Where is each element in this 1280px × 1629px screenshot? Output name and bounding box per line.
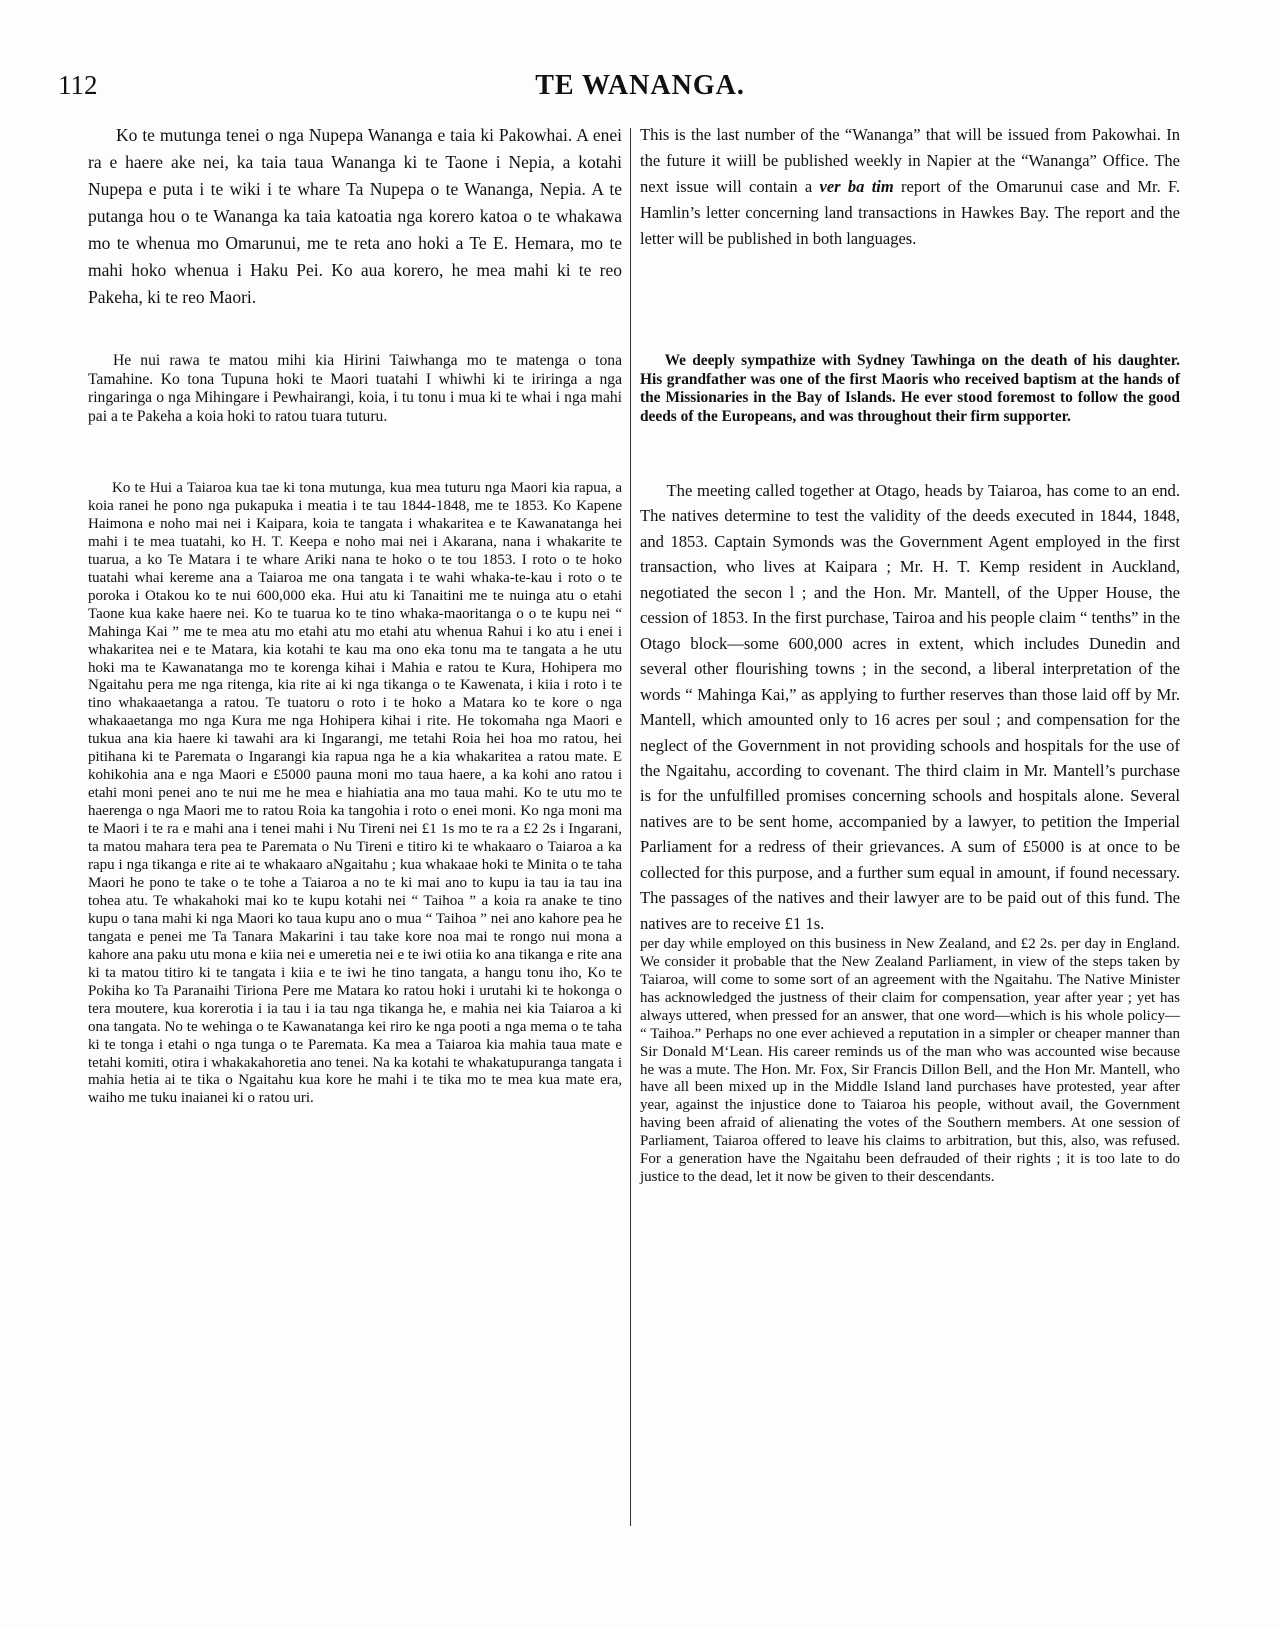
english-sympathy [640,352,1180,426]
column-divider [630,128,631,1526]
english-notice-italic: ver ba tim [819,177,894,196]
maori-sympathy-text: He nui rawa te matou mihi kia Hirini Taiwhanga mo te matenga o tona Tamahine. Ko tona Tupuna hoki te Maori tuatahi I whiwhi ki te iriringa a nga ringaringa o nga Mihingare i Pewhairangi, koia, i tu tonu i mua ki te whai i nga mahi pai a te Pakeha a koia hoki to ratou tuara tuturu. [88,352,622,425]
english-notice-paragraph [640,122,1180,252]
english-meeting-article [640,478,1180,1187]
maori-hui-article [88,480,622,1108]
maori-notice [88,122,622,311]
english-notice [640,122,1180,252]
english-notice-text-a: This is the last number of the “Wananga” that will be issued from Pakowhai. In the future it wiill be published weekly in Napier at the “Wananga” Office. The next issue will contain a [640,125,1180,196]
maori-notice-text: Ko te mutunga tenei o nga Nupepa Wananga e taia ki Pakowhai. A enei ra e haere ake nei, ka taia taua Wananga ki te Taone i Nepia, a kotahi Nupepa e puta i te wiki i te whare Ta Nupepa o te Wananga, Nepia. A te putanga hou o te Wananga ka taia katoatia nga korero katoa o te whakawa mo te whenua mo Omarunui, me te reta ano hoki a Te E. Hemara, mo te mahi hoko whenua i Haku Pei. Ko aua korero, he mea mahi ki te reo Pakeha, ki te reo Maori. [88,125,622,307]
english-sympathy-paragraph [640,352,1180,426]
english-meeting-small: per day while employed on this business in New Zealand, and £2 2s. per day in England. We consider it probable that the New Zealand Parliament, in view of the steps taken by Taiaroa, will come to some sort of an agreement with the Ngaitahu. The Native Minister has acknowledged the justness of their claim for compensation, year after year ; yet has always uttered, when pressed for an answer, that one word—which is his whole policy— “ Taihoa.” Perhaps no one ever achieved a reputation in a simpler or cheaper manner than Sir Donald M‘Lean. His career reminds us of the man who was accounted wise because he was a mute. The Hon. Mr. Fox, Sir Francis Dillon Bell, and the Hon Mr. Mantell, who have all been mixed up in the Middle Island land purchases have protested, year after year, against the injustice done to Taiaroa his people, without avail, the Government having been afraid of alienating the votes of the Southern members. At one session of Parliament, Taiaroa offered to leave his claims to arbitration, but this, also, was refused. For a generation have the Ngaitahu been defrauded of their rights ; it is too late to do justice to the dead, let it now be given to their descendants. [640,936,1180,1185]
english-sympathy-tail: throughout their firm supporter. [857,407,1071,425]
page-number: 112 [58,70,98,100]
maori-sympathy [88,352,622,426]
page-title: TE WANANGA. [535,70,745,101]
english-notice-text-b: report of the Omarunui case and Mr. F. Hamlin’s letter concerning land transactions in Hawkes Bay. The report and the letter will be published in both languages. [640,177,1181,248]
english-sympathy-text: We deeply sympathize with Sydney Tawhinga on the death of his daughter. His grandfather was one of the first Maoris who received baptism at the hands of the Missionaries in the Bay of Islands. He ever stood foremost to follow the good deeds of the Europeans, and was [640,352,1180,425]
page-header [58,70,1222,110]
maori-hui-text: Ko te Hui a Taiaroa kua tae ki tona mutunga, kua mea tuturu nga Maori kia rapua, a koia ranei he pono nga pukapuka i meatia i te tau 1844-1848, me te 1853. Ko Kapene Haimona e noho mai nei i Kaipara, koia te tangata i whakaritea e te Kawanatanga hei mahi i te mea tuatahi, ko H. T. Keepa e noho mai nei i Akarana, nana i whakarite te tuarua, a ko Te Matara i te whare Ariki nana te hoko o te tou 1853. I roto o te hoko tuatahi whai kereme ana a Taiaroa me ona tangata i te wahi whaka-te-kau i roto o te poroka i Otakou ko te nui 600,000 eka. Hui atu ki Tanaitini me te nuinga atu o etahi Taone kua kake haere nei. Ko te tuarua ko te tino whaka-maoritanga o o te kupu nei “ Mahinga Kai ” me te mea atu mo etahi atu mo etahi atu whenua Rahui i ko atu i enei i whakaritea nei e te Matara, kia kotahi te kau ma ono eka tonu ma te tangata a he utu hoki ma te Kawanatanga mo te korenga kihai i Mahia e ratou te Kura, Hohipera mo Ngaitahu pera me nga ritenga, kia rite ai ki nga tikanga o te Kawenata, i kiia i roto i te tino whakaaetanga a ratou. Te tuatoru o roto i te hoko a Matara ko te kore o nga whakaaetanga mo nga Kura me nga Hohipera kihai i rite. He tokomaha nga Maori e tukua ana kia haere ki tawahi ara ki Ingarangi, me tetahi Roia hei hoa mo ratou, hei pitihana ki te Paremata o Ingarangi kia rapua nga he a kia whakaritea a ratou mate. E kohikohia ana e nga Maori e £5000 pauna moni mo taua haere, a ka kohi ano ratou i etahi moni penei ano te nui me he mea e hiahiatia ana mo taua mahi. Ko te utu mo te haerenga o nga Maori me to ratou Roia ka tangohia i roto o enei moni. Ko nga moni ma te Maori i te ra e mahi ana i tenei mahi i Nu Tireni nei £1 1s mo te ra a £2 2s i Ingarani, ta matou mahara tera pea te Paremata o Nu Tireni e titiro ki te whakaaro o Taiaroa a ka rapu i nga tikanga e rite ai te whakaaro aNgaitahu ; kua whakaae hoki te Minita o te taha Maori he pono te take o te tohe a Taiaroa a no te ki mai ano to kupu ia tau ia tau ina tohea atu. Te whakahoki mai ko te kupu kotahi nei “ Taihoa ” a koia ra anake te tino kupu o tana mahi ki nga Maori ko taua kupu ano o mua “ Taihoa ” nei ano kahore pea he tangata e penei me Ta Tanara Makarini i tau take kore noa mai te rongo nui mona a kahore ana paku utu mona e kiia nei e umeretia nei e te iwi otiia ko ana tikanga e rite ana ki ta matou titiro ki te tangata i kiia e te iwi he tino tangata, a hangu tonu iho, Ko te Pokiha ko Ta Paranaihi Tiriona Pere me Matara ko ratou hoki i urutahi ki te hokonga o tera moutere, kua korerotia i ia tau i ia tau nga tikanga he, e mahia nei kia Taiaroa a ki ona tangata. No te wehinga o te Kawanatanga kei riro ke nga pooti a nga mema o te taha ki te tonga i etahi o nga tunga o te Paremata. Ka mea a Taiaroa kia mahia taua mate e tetahi komiti, otira i whakakahoretia ano tenei. Na ka kotahi te whakatupuranga tangata i mahia hetia ai te tika o Ngaitahu kua kore he mahi i te tika mo te mea kua mate era, waiho me tuku inaianei ki o ratou uri. [88,480,622,1107]
english-meeting-large: The meeting called together at Otago, heads by Taiaroa, has come to an end. The natives determine to test the validity of the deeds executed in 1844, 1848, and 1853. Captain Symonds was the Government Agent employed in the first transaction, who lives at Kaipara ; Mr. H. T. Kemp resident in Auckland, negotiated the secon l ; and the Hon. Mr. Mantell, of the Upper House, the cession of 1853. In the first purchase, Tairoa and his people claim “ tenths” in the Otago block—some 600,000 acres in extent, which includes Dunedin and several other flourishing towns ; in the second, a liberal interpretation of the words “ Mahinga Kai,” as applying to further reserves than those laid off by Mr. Mantell, which amounted only to 16 acres per soul ; and compensation for the neglect of the Government in not providing schools and hospitals for the use of the Ngaitahu, according to covenant. The third claim in Mr. Mantell’s purchase is for the unfulfilled promises concerning schools and hospitals alone. Several natives are to be sent home, accompanied by a lawyer, to petition the Imperial Parliament for a redress of their grievances. A sum of £5000 is at once to be collected for this purpose, and a further sum equal in amount, if found necessary. The passages of the natives and their lawyer are to be paid out of this fund. The natives are to receive £1 1s. [640,481,1180,933]
